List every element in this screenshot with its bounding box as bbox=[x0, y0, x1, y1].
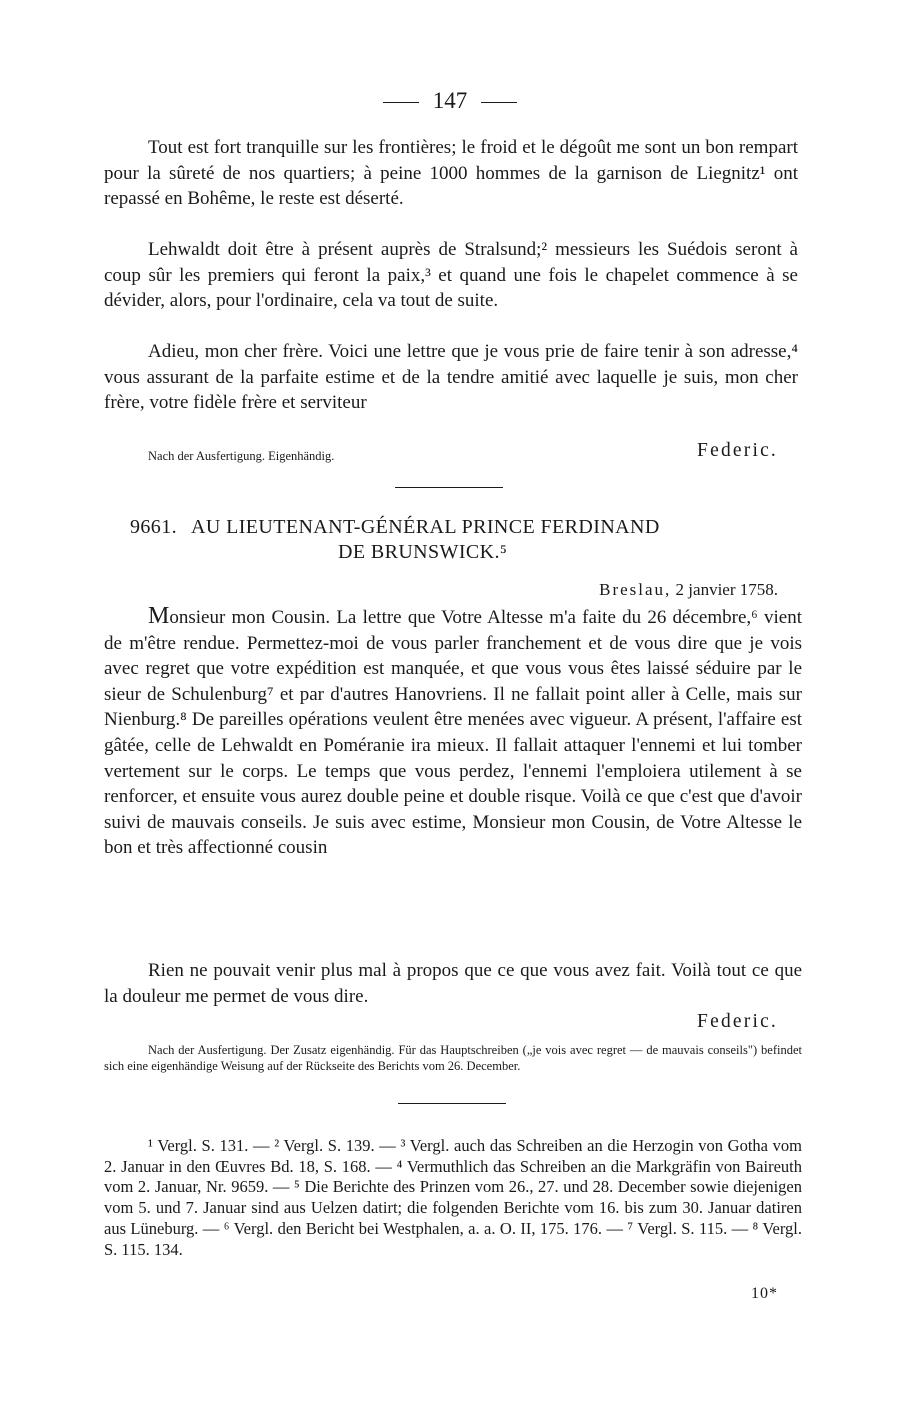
letter2-date: 2 janvier 1758. bbox=[675, 580, 778, 599]
section-divider-1 bbox=[395, 487, 503, 488]
letter1-paragraph-1: Tout est fort tranquille sur les frontières; le froid et le dégoût me sont un bon rempart pour la sûreté de nos quartiers; à peine 1000 hommes de la garnison de Liegnitz¹ ont repassé en Bohême, le reste est déserté. bbox=[104, 137, 798, 210]
footnotes-text: ¹ Vergl. S. 131. — ² Vergl. S. 139. — ³ Vergl. auch das Schreiben an die Herzogin von Gotha vom 2. Januar in den Œuvres Bd. 18, S. 168. — ⁴ Vermuthlich das Schreiben an die Markgräfin von Baireuth vom 2. Januar, Nr. 9659. — ⁵ Die Berichte des Prinzen vom 26., 27. und 28. December sowie diejenigen vom 5. und 7. Januar sind aus Uelzen datirt; die folgenden Berichte vom 16. bis zum 30. Januar datiren aus Lüneburg. — ⁶ Vergl. den Bericht bei Westphalen, a. a. O. II, 175. 176. — ⁷ Vergl. S. 115. — ⁸ Vergl. S. 115. 134. bbox=[104, 1136, 802, 1259]
letter1-paragraph-2: Lehwaldt doit être à présent auprès de Stralsund;² messieurs les Suédois seront à coup sûr les premiers qui feront la paix,³ et quand une fois le chapelet commence à se dévider, alors, pour l'ordinaire, cela va tout de suite. bbox=[104, 239, 798, 312]
letter1-signature: Federic. bbox=[697, 440, 778, 461]
letter2-body-text: onsieur mon Cousin. La lettre que Votre Altesse m'a faite du 26 décembre,⁶ vient de m'être rendue. Permettez-moi de vous parler franchement et de vous dire que je vois avec regret que votre expédition est manquée, et que vous vous êtes laissé séduire par le sieur de Schulenburg⁷ et par d'autres Hanovriens. Il ne fallait point aller à Celle, mais sur Nienburg.⁸ De pareilles opérations veulent être menées avec vigueur. A présent, l'affaire est gâtée, celle de Lehwaldt en Poméranie ira mieux. Il fallait attaquer l'ennemi et lui tomber vertement sur le corps. Le temps que vous perdez, l'ennemi l'emploiera utilement à se renforcer, et ensuite vous aurez double peine et double risque. Voilà ce que c'est que d'avoir suivi de mauvais conseils. Je suis avec estime, Monsieur mon Cousin, de Votre Altesse le bon et très affectionné cousin bbox=[104, 607, 802, 859]
footnotes bbox=[104, 1136, 802, 1260]
letter2-postscript: Rien ne pouvait venir plus mal à propos que ce que vous avez fait. Voilà tout ce que la douleur me permet de vous dire. bbox=[104, 960, 802, 1007]
letter2-initial: M bbox=[148, 603, 170, 629]
letter2-place: Breslau, bbox=[599, 580, 672, 599]
header-rule-right bbox=[481, 102, 517, 103]
page-number: 147 bbox=[432, 88, 468, 113]
letter2-title-line-2: DE BRUNSWICK.⁵ bbox=[338, 541, 508, 563]
header-rule-left bbox=[383, 102, 419, 103]
letter2-title-line-1: AU LIEUTENANT-GÉNÉRAL PRINCE FERDINAND bbox=[191, 516, 660, 538]
letter2-title bbox=[130, 515, 800, 565]
signature-mark: 10* bbox=[751, 1285, 778, 1302]
section-divider-2 bbox=[398, 1103, 506, 1104]
letter1-source-note: Nach der Ausfertigung. Eigenhändig. bbox=[148, 449, 335, 463]
page-header bbox=[0, 88, 900, 114]
letter2-source-note: Nach der Ausfertigung. Der Zusatz eigenhändig. Für das Hauptschreiben („je vois avec regret — de mauvais conseils") befindet sich eine eigenhändige Weisung auf der Rückseite des Berichts vom 26. December. bbox=[104, 1043, 802, 1073]
letter2-body bbox=[104, 604, 802, 861]
letter2-place-date bbox=[599, 580, 778, 600]
letter2-signature: Federic. bbox=[697, 1011, 778, 1032]
letter-number: 9661. bbox=[130, 516, 177, 538]
letter1-paragraph-3: Adieu, mon cher frère. Voici une lettre que je vous prie de faire tenir à son adresse,⁴ vous assurant de la parfaite estime et de la tendre amitié avec laquelle je suis, mon cher frère, votre fidèle frère et serviteur bbox=[104, 341, 798, 414]
